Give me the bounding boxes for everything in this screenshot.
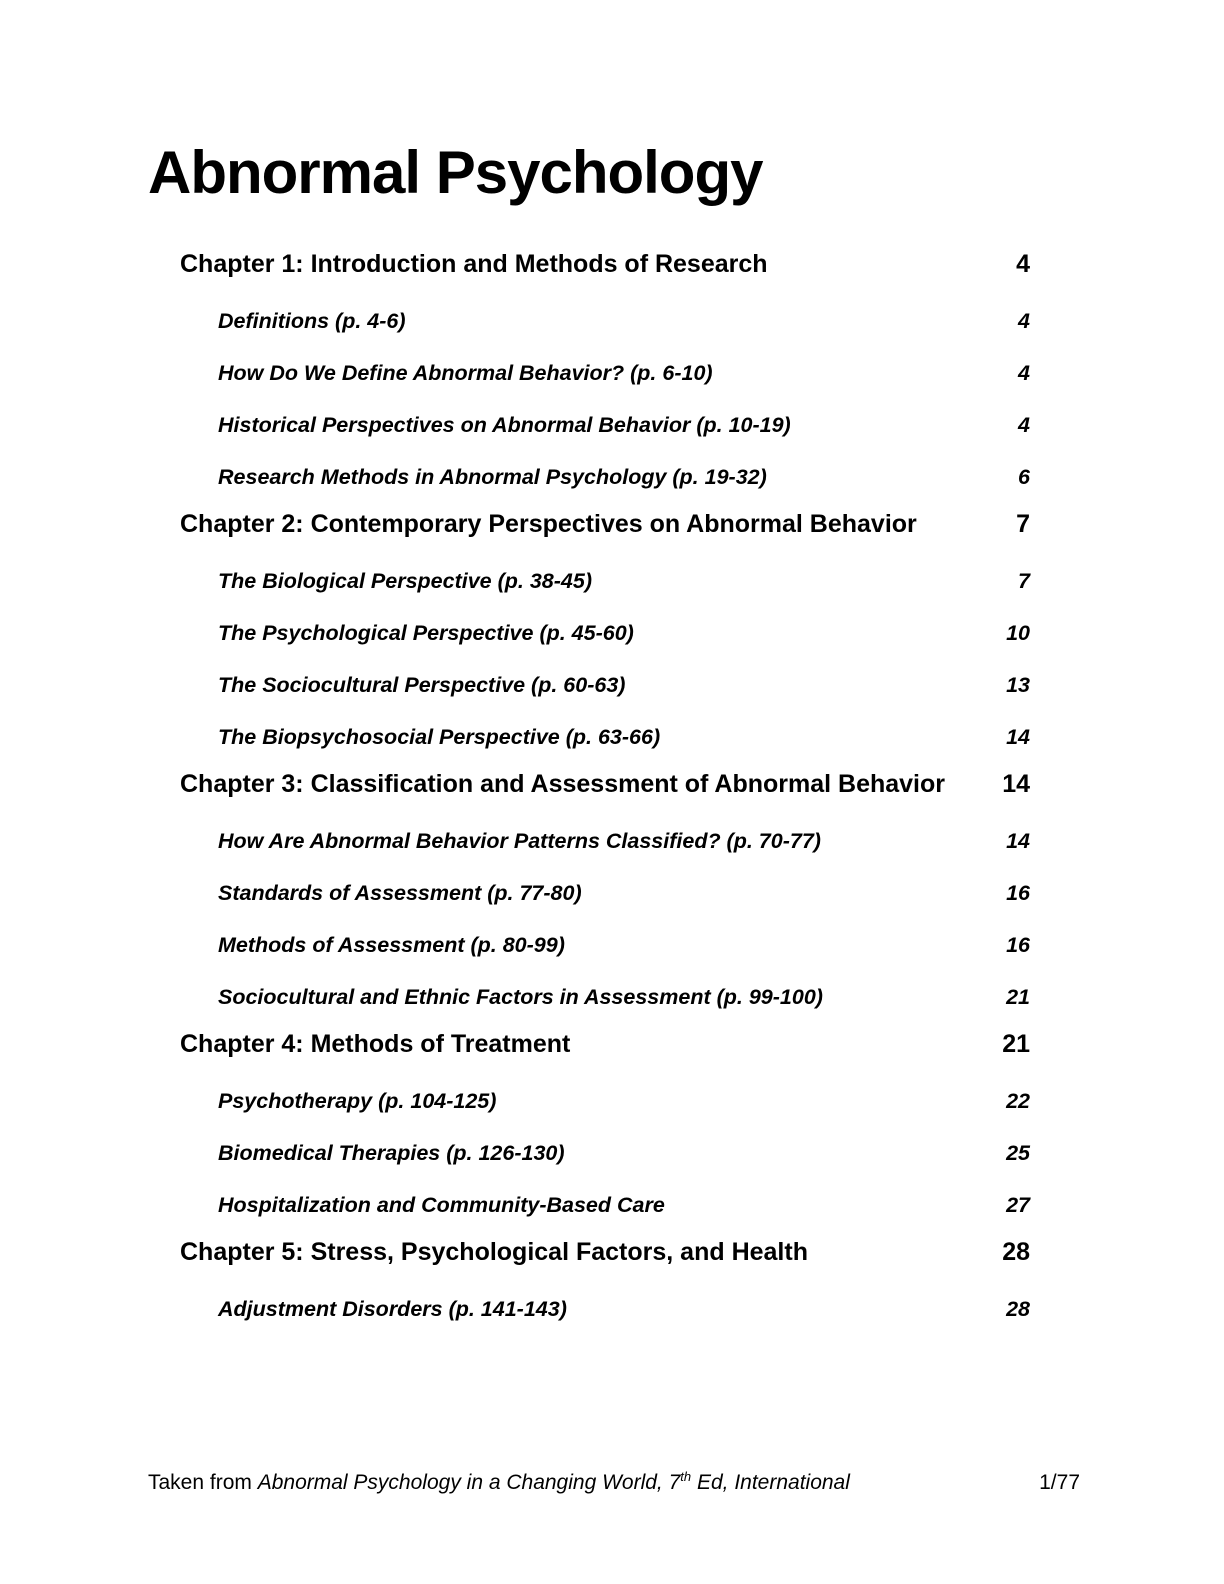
toc-entry-page-number: 25 (1006, 1141, 1030, 1165)
footer-source-superscript: th (680, 1469, 692, 1484)
table-of-contents (148, 247, 1030, 1322)
toc-entry-label: Psychotherapy (p. 104-125) (218, 1089, 497, 1113)
toc-entry-label: Chapter 5: Stress, Psychological Factors, and Health (180, 1238, 808, 1266)
toc-entry-label: Methods of Assessment (p. 80-99) (218, 933, 565, 957)
toc-entry (218, 412, 1030, 438)
toc-entry (218, 308, 1030, 334)
toc-entry (218, 828, 1030, 854)
toc-entry-label: The Biological Perspective (p. 38-45) (218, 569, 592, 593)
footer-source-suffix: Ed, International (691, 1471, 850, 1494)
toc-entry-page-number: 28 (1002, 1238, 1030, 1266)
toc-entry-page-number: 7 (1018, 569, 1030, 593)
toc-entry (218, 1140, 1030, 1166)
toc-entry (180, 247, 1030, 282)
toc-entry-label: Standards of Assessment (p. 77-80) (218, 881, 582, 905)
toc-entry-page-number: 4 (1016, 250, 1030, 278)
toc-entry (180, 1027, 1030, 1062)
toc-entry-label: Chapter 4: Methods of Treatment (180, 1030, 571, 1058)
page-content (148, 138, 1030, 1322)
page-number-indicator: 1/77 (1039, 1471, 1080, 1494)
toc-entry-page-number: 4 (1018, 309, 1030, 333)
toc-entry-label: Chapter 2: Contemporary Perspectives on Abnormal Behavior (180, 510, 917, 538)
toc-entry-label: Hospitalization and Community-Based Care (218, 1193, 665, 1217)
toc-entry-page-number: 14 (1002, 770, 1030, 798)
footer-source-title: Abnormal Psychology in a Changing World, 7 (257, 1471, 681, 1494)
toc-entry-page-number: 22 (1006, 1089, 1030, 1113)
toc-entry (218, 1088, 1030, 1114)
toc-entry (218, 932, 1030, 958)
toc-entry (218, 724, 1030, 750)
toc-entry-page-number: 10 (1006, 621, 1030, 645)
toc-entry (218, 880, 1030, 906)
toc-entry (218, 620, 1030, 646)
toc-entry (218, 1296, 1030, 1322)
toc-entry-page-number: 16 (1006, 933, 1030, 957)
toc-entry-label: Chapter 1: Introduction and Methods of Research (180, 250, 768, 278)
toc-entry-page-number: 16 (1006, 881, 1030, 905)
toc-entry-label: The Psychological Perspective (p. 45-60) (218, 621, 634, 645)
toc-entry-page-number: 28 (1006, 1297, 1030, 1321)
toc-entry-page-number: 13 (1006, 673, 1030, 697)
toc-entry-label: Research Methods in Abnormal Psychology (p. 19-32) (218, 465, 767, 489)
toc-entry-label: Adjustment Disorders (p. 141-143) (218, 1297, 567, 1321)
toc-entry-label: How Do We Define Abnormal Behavior? (p. 6-10) (218, 361, 713, 385)
toc-entry (218, 1192, 1030, 1218)
toc-entry-page-number: 14 (1006, 829, 1030, 853)
footer-source (148, 1470, 850, 1496)
toc-entry (218, 984, 1030, 1010)
toc-entry-page-number: 4 (1018, 413, 1030, 437)
toc-entry (218, 568, 1030, 594)
page-footer (148, 1470, 1080, 1496)
toc-entry (180, 1235, 1030, 1270)
toc-entry-label: Sociocultural and Ethnic Factors in Assessment (p. 99-100) (218, 985, 823, 1009)
toc-entry-label: Definitions (p. 4-6) (218, 309, 406, 333)
toc-entry-page-number: 6 (1018, 465, 1030, 489)
toc-entry-page-number: 27 (1006, 1193, 1030, 1217)
toc-entry-label: The Sociocultural Perspective (p. 60-63) (218, 673, 626, 697)
document-title: Abnormal Psychology (148, 139, 763, 206)
toc-entry (218, 672, 1030, 698)
toc-entry-label: Chapter 3: Classification and Assessment of Abnormal Behavior (180, 770, 946, 798)
toc-entry-label: The Biopsychosocial Perspective (p. 63-66) (218, 725, 661, 749)
toc-entry-label: How Are Abnormal Behavior Patterns Classified? (p. 70-77) (218, 829, 821, 853)
toc-entry-page-number: 21 (1002, 1030, 1030, 1058)
toc-entry-page-number: 14 (1006, 725, 1030, 749)
toc-entry-page-number: 4 (1018, 361, 1030, 385)
toc-entry-page-number: 21 (1006, 985, 1030, 1009)
toc-entry-page-number: 7 (1016, 510, 1030, 538)
toc-entry-label: Biomedical Therapies (p. 126-130) (218, 1141, 565, 1165)
toc-entry (180, 507, 1030, 542)
toc-entry (218, 360, 1030, 386)
toc-entry-label: Historical Perspectives on Abnormal Behavior (p. 10-19) (218, 413, 791, 437)
toc-entry (180, 767, 1030, 802)
toc-entry (218, 464, 1030, 490)
footer-source-prefix: Taken from (148, 1471, 258, 1494)
